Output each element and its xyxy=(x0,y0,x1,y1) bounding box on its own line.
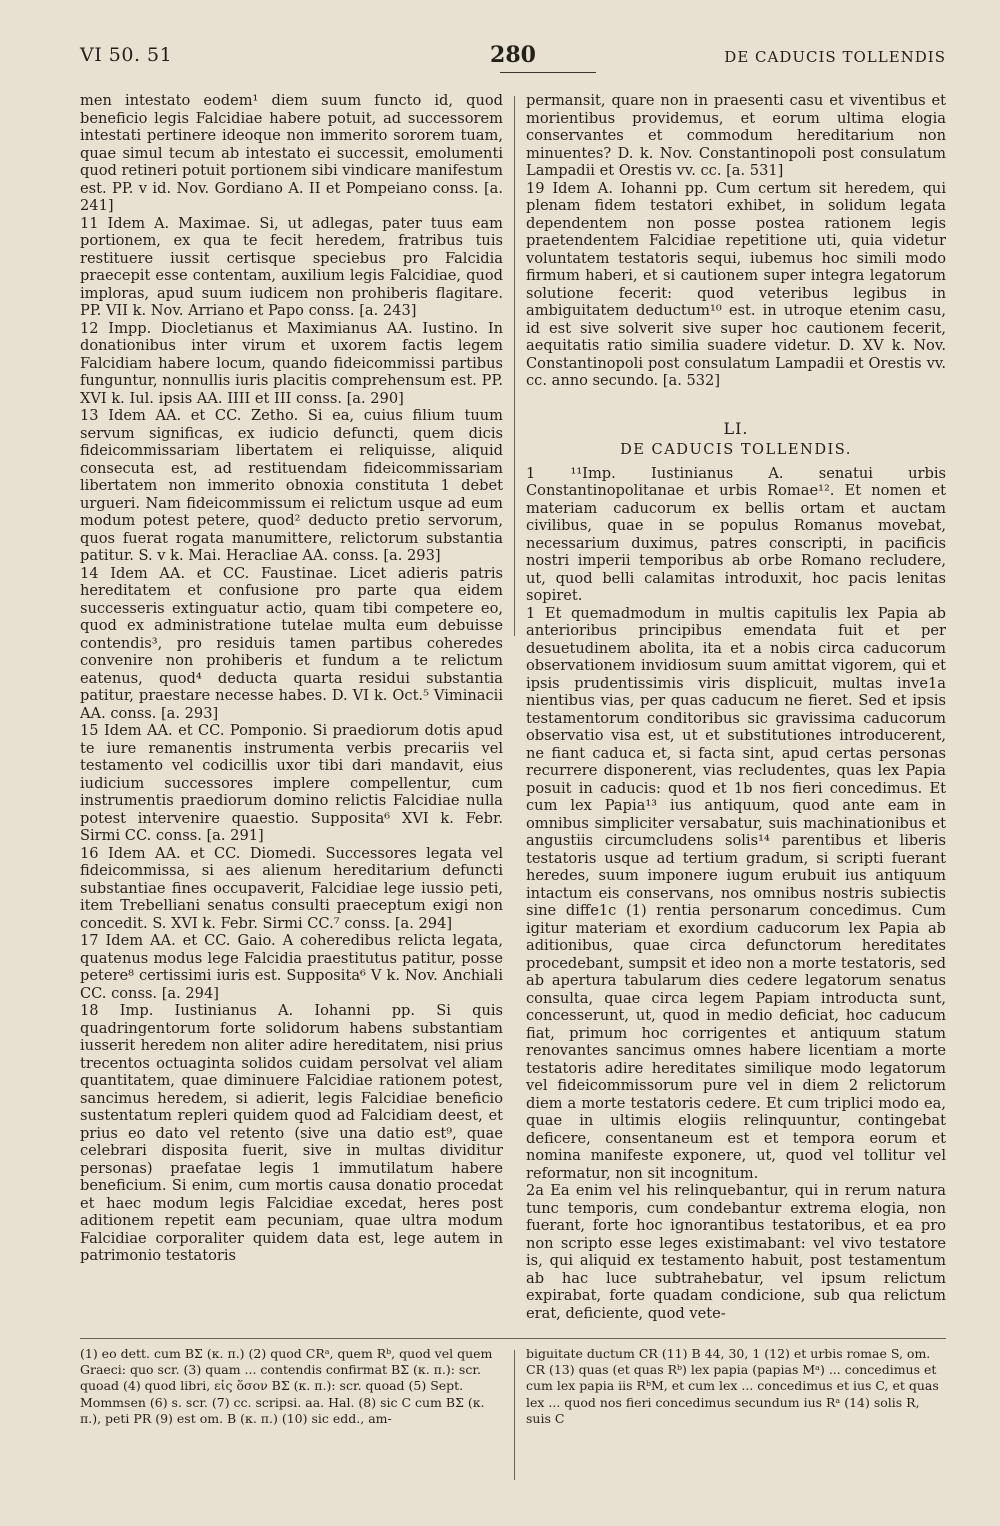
paragraph: 14 Idem AA. et CC. Faustinae. Licet adieris patris hereditatem et confusione pro parte qua eidem successeris extinguatur actio, quam tibi competere eo, quod ex administratione tutelae multa eum debuisse contendis³, pro residuis tamen partibus coheredes convenire non prohiberis et fundum a te relictum eatenus, quod⁴ deducta quarta residui substantia patitur, praestare necesse habes. D. VI k. Oct.⁵ Viminacii AA. conss. [a. 293] xyxy=(80,564,503,722)
running-header xyxy=(80,44,946,80)
section-title: DE CADUCIS TOLLENDIS. xyxy=(620,441,852,458)
right-column xyxy=(526,92,946,1322)
column-divider xyxy=(514,96,515,636)
footnote-column-divider xyxy=(514,1350,515,1480)
paragraph: 17 Idem AA. et CC. Gaio. A coheredibus relicta legata, quatenus modus lege Falcidia praestitutus patitur, posse petere⁸ certissimi iuris est. Supposita⁶ V k. Nov. Anchiali CC. conss. [a. 294] xyxy=(80,932,503,1002)
header-title: DE CADUCIS TOLLENDIS xyxy=(724,48,946,66)
header-rule xyxy=(500,72,596,73)
paragraph: 16 Idem AA. et CC. Diomedi. Successores legata vel fideicommissa, si aes alienum hereditarium defuncti substantiae fines occupaverit, Falcidiae lege iussio peti, item Trebelliani senatus consulti praeceptum exigi non concedit. S. XVI k. Febr. Sirmi CC.⁷ conss. [a. 294] xyxy=(80,844,503,932)
paragraph: 11 Idem A. Maximae. Si, ut adlegas, pater tuus eam portionem, ex qua te fecit heredem, fratribus tuis restituere iussit certisque speciebus pro Falcidia praecepit esse contentam, auxilium legis Falcidiae, quod imploras, apud suum iudicem non prohiberis flagitare. PP. VII k. Nov. Arriano et Papo conss. [a. 243] xyxy=(80,214,503,319)
footnote-rule xyxy=(80,1338,946,1339)
section-number: LI. xyxy=(723,418,749,438)
page-number: 280 xyxy=(490,42,536,68)
paragraph: men intestato eodem¹ diem suum functo id, quod beneficio legis Falcidiae habere potuit, ad successorem intestati pertinere ideoque non immerito sororem tuam, quae simul tecum ab intestato ei successit, emolumenti quod retineri potuit portionem sibi vindicare manifestum est. PP. v id. Nov. Gordiano A. II et Pompeiano conss. [a. 241] xyxy=(80,92,503,214)
footnotes-right: biguitate ductum CR (11) B 44, 30, 1 (12) et urbis romae S, om. CR (13) quas (et quas Rᵇ) lex papia (papias Mᵃ) ... concedimus et cum lex papia iis RᵇM, et cum lex ... concedimus et ius C, et quas lex ... quod nos fieri concedimus secundum ius Rᵃ (14) solis R, suis C xyxy=(526,1346,939,1426)
left-column xyxy=(80,92,503,1265)
footnotes-left: (1) eo dett. cum BΣ (κ. π.) (2) quod CRᵃ, quem Rᵇ, quod vel quem Graeci: quo scr. (3) quam ... contendis confirmat BΣ (κ. π.): scr. quoad (4) quod libri, εἰς ὅσον BΣ (κ. π.): scr. quoad (5) Sept. Mommsen (6) s. scr. (7) cc. scripsi. aa. Hal. (8) sic C cum BΣ (κ. π.), peti PR (9) est om. B (κ. π.) (10) sic edd., am- xyxy=(80,1346,493,1426)
paragraph: permansit, quare non in praesenti casu et viventibus et morientibus providemus, et eorum ultima elogia conservantes et commodum hereditarium non minuentes? D. k. Nov. Constantinopoli post consulatum Lampadii et Orestis vv. cc. [a. 531] xyxy=(526,92,946,179)
paragraph: 19 Idem A. Iohanni pp. Cum certum sit heredem, qui plenam fidem testatori exhibet, in solidum legata dependentem non posse postea rationem legis praetendentem Falcidiae repetitione uti, quia videtur voluntatem testatoris sequi, iubemus hoc simili modo firmum haberi, et si cautionem super integra legatorum solutione fecerit: quod veteribus legibus in ambiguitatem deductum¹⁰ est. in utroque etenim casu, id est sive solverit sive super hoc cautionem fecerit, aequitatis ratio similia suadere videtur. D. XV k. Nov. Constantinopoli post consulatum Lampadii et Orestis vv. cc. anno secundo. [a. 532] xyxy=(526,179,946,389)
paragraph: 1 Et quemadmodum in multis capitulis lex Papia ab anterioribus principibus emendata fuit et per desuetudinem abolita, ita et a nobis circa caducorum observationem invidiosum suum amittat vigorem, qui et ipsis prudentissimis viris displicuit, multas inve1a nientibus vias, per quas caducum ne fieret. Sed et ipsis testamentorum conditoribus sic gravissima caducorum observatio visa est, ut et substitutiones introducerent, ne fiant caduca et, si facta sint, apud certas personas recurrere disponerent, vias recludentes, quas lex Papia posuit in caducis: quod et 1b nos fieri concedimus. Et cum lex Papia¹³ ius antiquum, quod ante eam in omnibus simpliciter versabatur, suis machinationibus et angustiis circumcludens solis¹⁴ parentibus et liberis testatoris usque ad tertium gradum, si scripti fuerant heredes, suum imponere iugum erubuit ius antiquum intactum eis conservans, nos omnibus nostris subiectis sine diffe1c (1) rentia personarum concedimus. Cum igitur materiam et exordium caducorum lex Papia ab aditionibus, quae circa defunctorum hereditates procedebant, sumpsit et ideo non a morte testatoris, sed ab apertura tabularum dies cedere legatorum senatus consulta, quae circa legem Papiam introducta sunt, concesserunt, ut, quod in medio deficiat, hoc caducum fiat, primum hoc corrigentes et antiquum statum renovantes sancimus omnes habere licentiam a morte testatoris adire hereditates similique modo legatorum vel fideicommissorum pure vel in diem 2 relictorum diem a morte testatoris cedere. Et cum triplici modo ea, quae in ultimis elogiis relinquuntur, contingebat deficere, consentaneum est et tempora eorum et nomina manifeste exponere, ut, quod vel tollitur vel reformatur, non sit incognitum. xyxy=(526,604,946,1182)
paragraph: 15 Idem AA. et CC. Pomponio. Si praediorum dotis apud te iure remanentis instrumenta verbis precariis vel testamento vel codicillis uxor tibi dari mandavit, eius iudicium successores implere compellentur, cum instrumentis praediorum domino relictis Falcidiae nulla potest intervenire quaestio. Supposita⁶ XVI k. Febr. Sirmi CC. conss. [a. 291] xyxy=(80,722,503,844)
paragraph: 12 Impp. Diocletianus et Maximianus AA. Iustino. In donationibus inter virum et uxorem factis legem Falcidiam habere locum, quando fideicommissi partibus funguntur, nonnullis iuris placitis comprehensum est. PP. XVI k. Iul. ipsis AA. IIII et III conss. [a. 290] xyxy=(80,319,503,407)
paragraph: 2a Ea enim vel his relinquebantur, qui in rerum natura tunc temporis, cum condebantur extrema elogia, non fuerant, forte hoc ignorantibus testatoribus, et ea pro non scripto esse leges existimabant: vel vivo testatore is, qui aliquid ex testamento habuit, post testamentum ab hac luce subtrahebatur, vel ipsum relictum expirabat, forte quadam condicione, sub qua relictum erat, deficiente, quod vete- xyxy=(526,1182,946,1322)
header-book-reference: VI 50. 51 xyxy=(80,44,173,66)
paragraph: 13 Idem AA. et CC. Zetho. Si ea, cuius filium tuum servum significas, ex iudicio defuncti, quem dicis fideicommissariam libertatem ei reliquisse, aliquid consecuta est, ad restituendam fideicommissariam libertatem non immerito obnoxia constituta 1 debet urgueri. Nam fideicommissum ei relictum usque ad eum modum potest petere, quod² deducto pretio servorum, quos fuerat rogata manumittere, relictorum substantia patitur. S. v k. Mai. Heracliae AA. conss. [a. 293] xyxy=(80,407,503,564)
paragraph: 18 Imp. Iustinianus A. Iohanni pp. Si quis quadringentorum forte solidorum habens substantiam iusserit heredem non aliter adire hereditatem, nisi prius trecentos octuaginta solidos cuidam persolvat vel aliam quantitatem, quae diminuere Falcidiae rationem potest, sancimus heredem, si adierit, legis Falcidiae beneficio sustentatum repleri quidem quod ad Falcidiam deest, et prius eo dato vel retento (sive una datio est⁹, quae celebrari disposita fuerit, sive in multas dividitur personas) praefatae legis 1 immutilatum habere beneficium. Si enim, cum mortis causa donatio procedat et haec modum legis Falcidiae excedat, heres post aditionem repetit eam pecuniam, quae ultra modum Falcidiae corporaliter quidem data est, lege autem in patrimonio testatoris xyxy=(80,1002,503,1264)
paragraph: 1 ¹¹Imp. Iustinianus A. senatui urbis Constantinopolitanae et urbis Romae¹². Et nomen et materiam caducorum ex bellis ortam et auctam civilibus, quae in se populus Romanus movebat, necessarium duximus, patres conscripti, in pacificis nostri imperii temporibus ab orbe Romano recludere, ut, quod belli calamitas introduxit, hoc pacis lenitas sopiret. xyxy=(526,464,946,604)
